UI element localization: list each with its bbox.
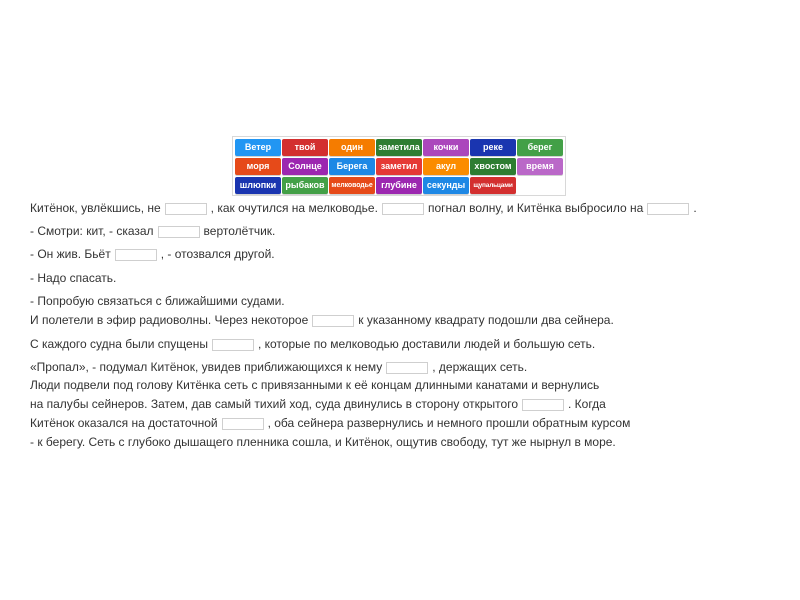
word-tile[interactable]: заметил: [376, 158, 422, 175]
word-tile[interactable]: мелководье: [329, 177, 375, 194]
text-fragment: - Он жив. Бьёт: [30, 247, 111, 261]
text-fragment: . Когда: [568, 397, 606, 411]
text-line: [30, 293, 285, 309]
text-fragment: погнал волну, и Китёнка выбросило на: [427, 201, 644, 215]
word-tile[interactable]: хвостом: [470, 158, 516, 175]
word-tile[interactable]: глубине: [376, 177, 422, 194]
text-line: [30, 336, 595, 352]
word-tile[interactable]: твой: [282, 139, 328, 156]
text-line: [30, 312, 614, 328]
text-line: [30, 270, 116, 286]
word-tile[interactable]: заметила: [376, 139, 422, 156]
text-fragment: И полетели в эфир радиоволны. Через некоторое: [30, 313, 309, 327]
word-tile[interactable]: шлюпки: [235, 177, 281, 194]
blank-drop-target[interactable]: [158, 226, 200, 238]
text-fragment: к указанному квадрату подошли два сейнера.: [358, 313, 614, 327]
text-line: [30, 415, 630, 431]
text-fragment: , которые по мелководью доставили людей и большую сеть.: [257, 337, 596, 351]
text-fragment: - Смотри: кит, - сказал: [30, 224, 154, 238]
blank-drop-target[interactable]: [382, 203, 424, 215]
word-tile[interactable]: кочки: [423, 139, 469, 156]
word-tile[interactable]: время: [517, 158, 563, 175]
word-tile[interactable]: щупальцами: [470, 177, 516, 194]
word-tile[interactable]: моря: [235, 158, 281, 175]
text-fragment: С каждого судна были спущены: [30, 337, 208, 351]
text-line: [30, 246, 275, 262]
text-fragment: - Надо спасать.: [30, 271, 117, 285]
text-fragment: - к берегу. Сеть с глубоко дышащего пленника сошла, и Китёнок, ощутив свободу, тут же нырнул в море.: [30, 435, 616, 449]
text-line: [30, 377, 599, 393]
blank-drop-target[interactable]: [647, 203, 689, 215]
blank-drop-target[interactable]: [165, 203, 207, 215]
blank-drop-target[interactable]: [386, 362, 428, 374]
blank-drop-target[interactable]: [312, 315, 354, 327]
text-fragment: на палубы сейнеров. Затем, дав самый тихий ход, суда двинулись в сторону открытого: [30, 397, 518, 411]
word-tile[interactable]: рыбаков: [282, 177, 328, 194]
blank-drop-target[interactable]: [222, 418, 264, 430]
word-tile[interactable]: акул: [423, 158, 469, 175]
text-fragment: Люди подвели под голову Китёнка сеть с привязанными к её концам длинными канатами и вернулись: [30, 378, 600, 392]
text-fragment: , - отозвался другой.: [160, 247, 275, 261]
text-fragment: вертолётчик.: [203, 224, 276, 238]
word-tile[interactable]: реке: [470, 139, 516, 156]
word-tile[interactable]: секунды: [423, 177, 469, 194]
blank-drop-target[interactable]: [522, 399, 564, 411]
text-line: [30, 200, 697, 216]
text-fragment: - Попробую связаться с ближайшими судами.: [30, 294, 285, 308]
blank-drop-target[interactable]: [212, 339, 254, 351]
text-line: [30, 359, 527, 375]
word-tile[interactable]: Ветер: [235, 139, 281, 156]
blank-drop-target[interactable]: [115, 249, 157, 261]
text-line: [30, 223, 275, 239]
text-fragment: «Пропал», - подумал Китёнок, увидев приближающихся к нему: [30, 360, 383, 374]
word-tile[interactable]: берег: [517, 139, 563, 156]
text-fragment: Китёнок, увлёкшись, не: [30, 201, 161, 215]
word-tile[interactable]: Берега: [329, 158, 375, 175]
text-line: [30, 396, 606, 412]
text-fragment: Китёнок оказался на достаточной: [30, 416, 218, 430]
text-line: [30, 434, 616, 450]
text-fragment: , как очутился на мелководье.: [210, 201, 378, 215]
text-fragment: .: [693, 201, 697, 215]
text-fragment: , оба сейнера развернулись и немного прошли обратным курсом: [267, 416, 631, 430]
word-tile[interactable]: Солнце: [282, 158, 328, 175]
text-fragment: , держащих сеть.: [432, 360, 528, 374]
word-bank: [232, 136, 566, 196]
word-tile[interactable]: один: [329, 139, 375, 156]
